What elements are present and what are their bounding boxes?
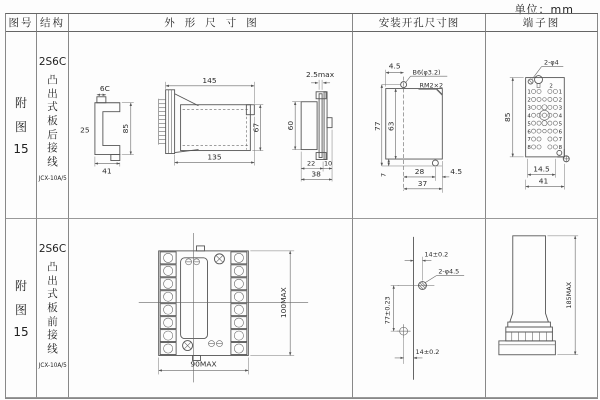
fig-char: 附 [14, 279, 27, 293]
structure-code-label: JCX-10A/5 [38, 362, 67, 370]
outline-panel-view [286, 70, 335, 182]
outline-side-view [80, 84, 134, 176]
terminal-hole-label: 2-φ4 [544, 58, 559, 67]
dim-135: 135 [207, 152, 222, 162]
terminal-number-right: 1 [558, 89, 563, 96]
dim-2-5max: 2.5max [306, 69, 335, 79]
terminal-number-right: 7 [558, 137, 563, 144]
terminal-number-right: 4 [558, 113, 563, 120]
dim-41: 41 [538, 176, 549, 186]
dim-14-bottom: 14±0.2 [415, 347, 440, 356]
terminal-number-right: 5 [558, 121, 563, 128]
row1-mounting-drawing [353, 32, 485, 218]
terminal-number-left: 2 [527, 97, 531, 104]
fig-char: 附 [14, 96, 27, 110]
terminal-top-number: 2 [549, 83, 553, 90]
terminal-number-right: 3 [558, 105, 563, 112]
unit-label: 单位：mm [514, 3, 574, 16]
model-label: 2S6C [38, 56, 67, 68]
terminal-number-right: 8 [558, 145, 563, 152]
row2-terminal-drawing [486, 219, 597, 396]
dim-38: 38 [311, 169, 321, 179]
row2-outline-cell [69, 219, 353, 398]
terminal-number-left: 4 [527, 113, 531, 120]
dim-85: 85 [120, 123, 130, 134]
terminal-number-right: 2 [558, 97, 563, 104]
row2-mounting-drawing [353, 219, 485, 397]
header-outline-dims: 外形尺寸图 [69, 14, 353, 32]
header-fig-no: 图号 [6, 14, 37, 32]
row1-terminal-drawing [486, 32, 597, 217]
dim-28: 28 [414, 166, 425, 176]
model-label: 2S6C [38, 243, 67, 255]
structure-type-label: 凸出式板前接线 [47, 261, 58, 355]
terminal-number-left: 5 [527, 121, 531, 128]
socket-terminals [160, 252, 247, 355]
fig-char: 图 [14, 303, 27, 317]
terminal-number-left: 7 [527, 137, 531, 144]
hole-spec-label: 2-φ4.5 [438, 267, 460, 276]
fig-number: 15 [13, 142, 29, 156]
dim-4-5-top: 4.5 [388, 61, 401, 71]
dim-22: 22 [307, 159, 316, 168]
dim-7: 7 [379, 172, 388, 177]
dim-14-top: 14±0.2 [424, 250, 449, 259]
row2-mounting-cell [353, 219, 486, 398]
dim-14-5: 14.5 [533, 164, 550, 174]
terminal-number-left: 6 [527, 129, 531, 136]
structure-type-label: 凸出式板后接线 [47, 74, 58, 168]
terminal-number-left: 8 [527, 145, 531, 152]
header-mounting-dims: 安装开孔尺寸图 [353, 14, 486, 32]
row2-terminal-cell [486, 219, 598, 398]
fig-char: 图 [14, 120, 27, 134]
fig-number: 15 [13, 325, 29, 339]
row1-structure [37, 32, 69, 219]
dim-145: 145 [202, 75, 217, 85]
dim-25: 25 [80, 125, 90, 135]
dim-37: 37 [417, 178, 428, 188]
row2-outline-drawing [69, 219, 352, 397]
dim-100max: 100MAX [279, 287, 289, 319]
terminal-number-right: 6 [558, 129, 563, 136]
hole-spec-label: B6(φ3.2) [412, 68, 441, 77]
terminal-number-left: 3 [527, 105, 531, 112]
dim-60: 60 [286, 120, 296, 131]
dim-63: 63 [386, 121, 396, 132]
row1-mounting-cell [353, 32, 486, 219]
outline-front-view [159, 76, 264, 166]
row2-structure [37, 219, 69, 398]
terminal-number-left: 1 [527, 89, 531, 96]
dim-90max: 90MAX [190, 359, 217, 369]
row2-fig-no [6, 219, 37, 398]
dim-185max: 185MAX [565, 281, 574, 309]
dim-85: 85 [502, 112, 512, 122]
row1-outline-drawing [69, 32, 352, 218]
row1-terminal-cell [486, 32, 598, 219]
dim-67: 67 [251, 122, 261, 133]
header-structure: 结构 [37, 14, 69, 32]
spec-table [5, 13, 598, 399]
thread-spec-label: RM2×2 [419, 81, 444, 90]
dim-41: 41 [102, 166, 112, 176]
row1-outline-cell [69, 32, 353, 219]
structure-code-label: JCX-10A/5 [38, 175, 67, 183]
dim-77: 77±0.23 [383, 296, 392, 325]
dim-10: 10 [323, 159, 333, 168]
dim-4-5-right: 4.5 [450, 166, 463, 176]
dim-6c: 6C [99, 83, 110, 93]
row1-fig-no [6, 32, 37, 219]
dim-77: 77 [372, 121, 382, 132]
header-terminal-diagram: 端子图 [486, 14, 598, 32]
